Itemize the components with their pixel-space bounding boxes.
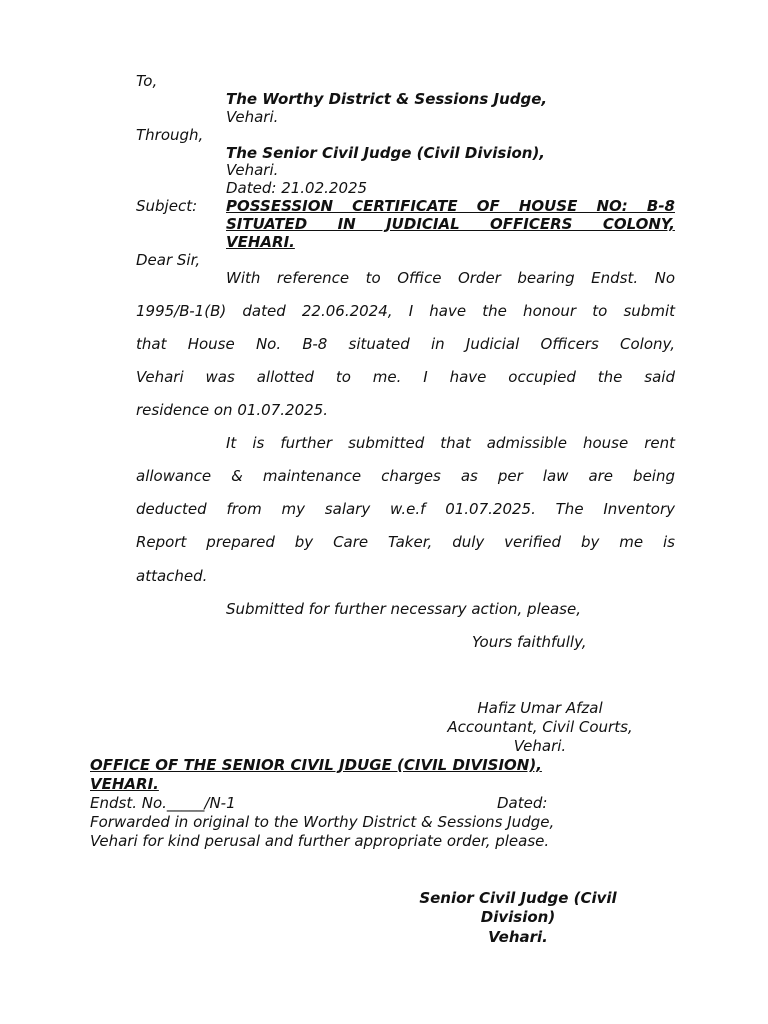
forward-line-1: Forwarded in original to the Worthy District & Sessions Judge,: [90, 813, 555, 831]
signatory-place: Vehari.: [513, 737, 567, 755]
judge-sign-line-1: Senior Civil Judge (Civil: [419, 889, 617, 907]
subject-line-2: SITUATED IN JUDICIAL OFFICERS COLONY,: [226, 215, 675, 233]
para1-line: 1995/B-1(B) dated 22.06.2024, I have the honour to submit: [136, 302, 675, 320]
para3: Submitted for further necessary action, please,: [226, 600, 581, 618]
endst-number: [90, 794, 236, 812]
subject-line-1: POSSESSION CERTIFICATE OF HOUSE NO: B-8: [226, 197, 675, 215]
closing: Yours faithfully,: [472, 633, 587, 651]
judge-sign-line-3: Vehari.: [488, 928, 548, 946]
para2-line: allowance & maintenance charges as per law are being: [136, 467, 675, 485]
through-place: Vehari.: [226, 161, 279, 179]
endst-label: Endst. No.: [90, 794, 167, 812]
subject-line-3: VEHARI.: [226, 233, 295, 251]
forward-line-2: Vehari for kind perusal and further appropriate order, please.: [90, 832, 550, 850]
addressee-place: Vehari.: [226, 108, 279, 126]
para2-line: Report prepared by Care Taker, duly verified by me is: [136, 533, 675, 551]
para1-line: Vehari was allotted to me. I have occupied the said: [136, 368, 675, 386]
endst-blank: _____: [166, 794, 205, 812]
endst-suffix: /N-1: [204, 794, 236, 812]
office-heading-line-1: OFFICE OF THE SENIOR CIVIL JDUGE (CIVIL DIVISION),: [90, 756, 542, 774]
salutation: Dear Sir,: [136, 251, 201, 269]
judge-sign-line-2: Division): [480, 908, 556, 926]
subject-label: Subject:: [136, 197, 198, 215]
endst-dated: Dated:: [497, 794, 548, 812]
para2-line: deducted from my salary w.e.f 01.07.2025. The Inventory: [136, 500, 675, 518]
through-title: The Senior Civil Judge (Civil Division),: [226, 144, 545, 162]
para1-line: residence on 01.07.2025.: [136, 401, 328, 419]
office-heading-line-2: VEHARI.: [90, 775, 159, 793]
to-label: To,: [136, 72, 158, 90]
signatory-designation: Accountant, Civil Courts,: [447, 718, 633, 736]
letter-date: Dated: 21.02.2025: [226, 179, 368, 197]
para1-line: that House No. B-8 situated in Judicial Officers Colony,: [136, 335, 675, 353]
signatory-name: Hafiz Umar Afzal: [477, 699, 603, 717]
through-label: Through,: [136, 126, 204, 144]
addressee-title: The Worthy District & Sessions Judge,: [226, 90, 548, 108]
para2-line: attached.: [136, 567, 208, 585]
para1-line: With reference to Office Order bearing Endst. No: [226, 269, 675, 287]
para2-line: It is further submitted that admissible house rent: [226, 434, 675, 452]
